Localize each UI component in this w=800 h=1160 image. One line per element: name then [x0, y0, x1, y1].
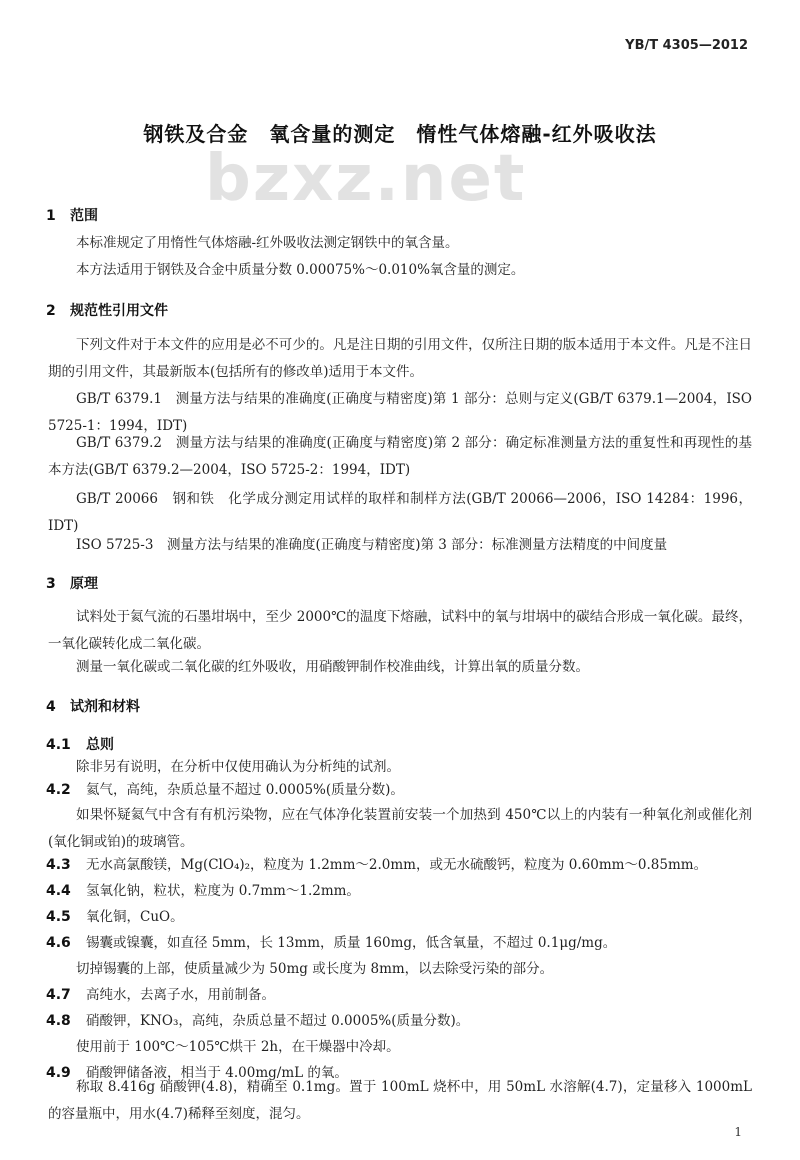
section-3-heading: 3 原理 [46, 576, 98, 592]
clause-4-5-text: 氧化铜，CuO。 [86, 909, 184, 925]
clause-4-6-text: 锡囊或镍囊，如直径 5mm，长 13mm，质量 160mg，低含氧量，不超过 0.1μg/mg。 [86, 935, 617, 951]
section-4-heading: 4 试剂和材料 [46, 699, 140, 715]
clause-4-9-number: 4.9 [46, 1065, 71, 1081]
clause-4-7-text: 高纯水，去离子水，用前制备。 [86, 987, 275, 1003]
section-2-heading: 2 规范性引用文件 [46, 303, 168, 319]
standard-code: YB/T 4305—2012 [625, 38, 748, 53]
reference-gbt-6379-2: GB/T 6379.2 测量方法与结果的准确度(正确度与精密度)第 2 部分：确定标准测量方法的重复性和再现性的基本方法(GB/T 6379.2—2004，ISO 5725-2：1994，IDT) [48, 435, 752, 478]
clause-4-3-text: 无水高氯酸镁，Mg(ClO₄)₂，粒度为 1.2mm～2.0mm，或无水硫酸钙，粒度为 0.60mm～0.85mm。 [86, 857, 708, 873]
section-1-paragraph-1: 本标准规定了用惰性气体熔融-红外吸收法测定钢铁中的氧含量。 [76, 235, 459, 251]
section-1-paragraph-2: 本方法适用于钢铁及合金中质量分数 0.00075%～0.010%氧含量的测定。 [76, 262, 525, 278]
clause-4-8-text: 硝酸钾，KNO₃，高纯，杂质总量不超过 0.0005%(质量分数)。 [86, 1013, 470, 1029]
clause-4-3-number: 4.3 [46, 857, 71, 873]
clause-4-4-number: 4.4 [46, 883, 71, 899]
clause-4-1-text: 除非另有说明，在分析中仅使用确认为分析纯的试剂。 [76, 759, 400, 775]
clause-4-1-heading: 4.1 总则 [46, 737, 114, 753]
reference-gbt-6379-1: GB/T 6379.1 测量方法与结果的准确度(正确度与精密度)第 1 部分：总则与定义(GB/T 6379.1—2004，ISO 5725-1：1994，IDT) [48, 391, 752, 434]
clause-4-8-number: 4.8 [46, 1013, 71, 1029]
clause-4-2-note: 如果怀疑氦气中含有有机污染物，应在气体净化装置前安装一个加热到 450℃以上的内装有一种氧化剂或催化剂(氧化铜或铂)的玻璃管。 [48, 807, 752, 850]
clause-4-5-number: 4.5 [46, 909, 71, 925]
section-1-heading: 1 范围 [46, 208, 98, 224]
document-title: 钢铁及合金 氧含量的测定 惰性气体熔融-红外吸收法 [143, 122, 657, 146]
clause-4-2-text: 氦气，高纯，杂质总量不超过 0.0005%(质量分数)。 [86, 782, 404, 798]
section-3-paragraph-2: 测量一氧化碳或二氧化碳的红外吸收，用硝酸钾制作校准曲线，计算出氧的质量分数。 [76, 659, 589, 675]
watermark: bzxz.net [205, 142, 527, 216]
clause-4-8-note: 使用前于 100℃～105℃烘干 2h，在干燥器中冷却。 [76, 1039, 400, 1055]
clause-4-6-note: 切掉锡囊的上部，使质量减少为 50mg 或长度为 8mm，以去除受污染的部分。 [76, 961, 554, 977]
clause-4-9-note: 称取 8.416g 硝酸钾(4.8)，精确至 0.1mg。置于 100mL 烧杯中，用 50mL 水溶解(4.7)，定量移入 1000mL 的容量瓶中，用水(4.7)稀释至刻度，混匀。 [48, 1079, 752, 1122]
reference-iso-5725-3: ISO 5725-3 测量方法与结果的准确度(正确度与精密度)第 3 部分：标准测量方法精度的中间度量 [76, 537, 668, 553]
clause-4-2-number: 4.2 [46, 782, 71, 798]
clause-4-7-number: 4.7 [46, 987, 71, 1003]
reference-gbt-20066: GB/T 20066 钢和铁 化学成分测定用试样的取样和制样方法(GB/T 20066—2006，ISO 14284：1996，IDT) [48, 491, 752, 534]
section-2-paragraph-1: 下列文件对于本文件的应用是必不可少的。凡是注日期的引用文件，仅所注日期的版本适用于本文件。凡是不注日期的引用文件，其最新版本(包括所有的修改单)适用于本文件。 [48, 337, 752, 380]
clause-4-4-text: 氢氧化钠，粒状，粒度为 0.7mm～1.2mm。 [86, 883, 360, 899]
clause-4-9-text: 硝酸钾储备液，相当于 4.00mg/mL 的氧。 [86, 1065, 348, 1081]
page-number: 1 [734, 1125, 742, 1139]
clause-4-6-number: 4.6 [46, 935, 71, 951]
section-3-paragraph-1: 试料处于氦气流的石墨坩埚中，至少 2000℃的温度下熔融，试料中的氧与坩埚中的碳结合形成一氧化碳。最终，一氧化碳转化成二氧化碳。 [48, 609, 752, 652]
